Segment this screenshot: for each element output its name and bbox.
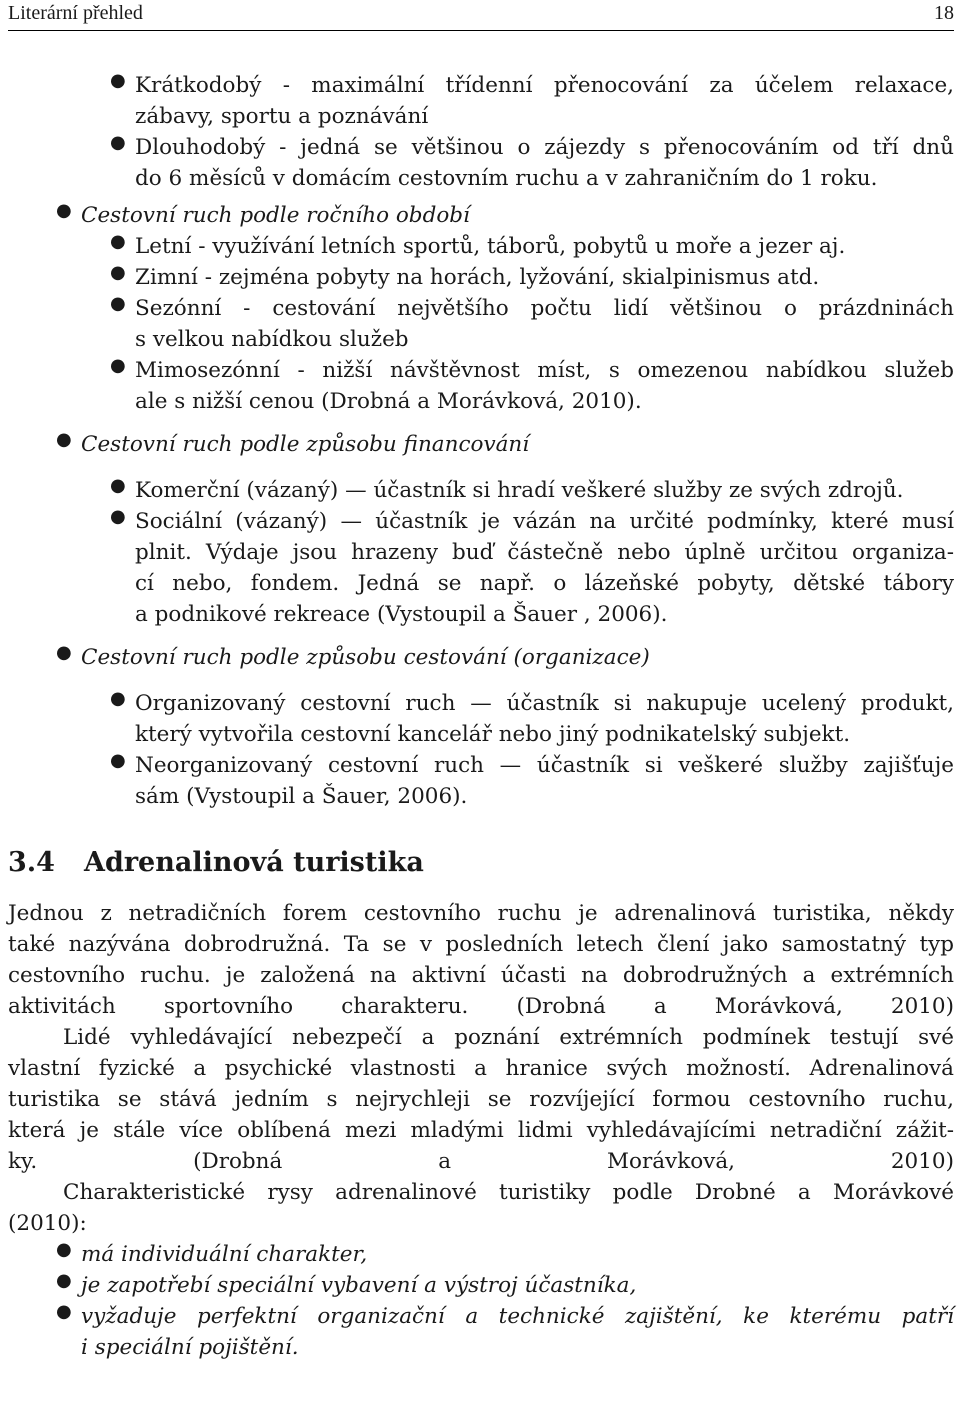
section-number: 3.4 — [8, 847, 55, 878]
section-title-season: ● Cestovní ruch podle ročního období — [56, 200, 470, 228]
list-item: ● Mimosezónní - nižší návštěvnost míst, s omezenou nabídkou služeb ale s nižší cenou (Drobná a Morávková, 2010). — [110, 355, 954, 414]
section-title: Adrenalinová turistika — [84, 847, 424, 878]
list-item: ● má individuální charakter, — [56, 1239, 368, 1267]
page-header — [8, 0, 954, 31]
section-title-organization: ● Cestovní ruch podle způsobu cestování (organizace) — [56, 642, 650, 670]
section-heading — [8, 846, 954, 880]
list-item: ● je zapotřebí speciální vybavení a výstroj účastníka, — [56, 1270, 637, 1298]
bullet-icon: ● — [110, 355, 126, 376]
list-item: ● Dlouhodobý - jedná se většinou o zájezdy s přenocováním od tří dnů do 6 měsíců v domácím cestovním ruchu a v zahraničním do 1 roku. — [110, 132, 954, 191]
list-item: ● Komerční (vázaný) — účastník si hradí veškeré služby ze svých zdrojů. — [110, 475, 904, 503]
paragraph: Jednou z netradičních forem cestovního ruchu je adrenalinová turistika, někdy také nazývána dobrodružná. Ta se v posledních letech člení jako samostatný typ cestovního ruchu. je založená na aktivní účasti na dobrodružných a extrémních aktivitách sportovního charakteru. (Drobná a Morávková, 2010) — [8, 901, 954, 1019]
bullet-icon: ● — [110, 506, 126, 527]
list-item: ● Sociální (vázaný) — účastník je vázán na určité podmínky, které musí plnit. Výdaje jsou hrazeny buď částečně nebo úplně určitou organiza- cí nebo, fondem. Jedná se např. o lázeňské pobyty, dětské tábory a podnikové rekreace (Vystoupil a Šauer , 2006). — [110, 506, 954, 627]
bullet-icon: ● — [56, 200, 72, 221]
bullet-icon: ● — [56, 1239, 72, 1260]
running-title: Literární přehled — [8, 2, 143, 24]
bullet-icon: ● — [110, 132, 126, 153]
page-number: 18 — [934, 2, 954, 24]
list-item: ● Neorganizovaný cestovní ruch — účastník si veškeré služby zajišťuje sám (Vystoupil a Šauer, 2006). — [110, 750, 954, 809]
list-item: ● Zimní - zejména pobyty na horách, lyžování, skialpinismus atd. — [110, 262, 820, 290]
list-item: ● Sezónní - cestování největšího počtu lidí většinou o prázdninách s velkou nabídkou služeb — [110, 293, 954, 352]
list-item: ● vyžaduje perfektní organizační a technické zajištění, ke kterému patří i speciální pojištění. — [56, 1301, 954, 1360]
paragraph: Charakteristické rysy adrenalinové turistiky podle Drobné a Morávkové (2010): — [8, 1180, 954, 1236]
bullet-icon: ● — [110, 293, 126, 314]
paragraph: Lidé vyhledávající nebezpečí a poznání extrémních podmínek testují své vlastní fyzické a psychické vlastnosti a hranice svých možností. Adrenalinová turistika se stává jedním s nejrychleji se rozvíjející formou cestovního ruchu, která je stále více oblíbená mezi mladými lidmi vyhledávajícími netradiční zážit- ky. (Drobná a Morávková, 2010) — [8, 1025, 954, 1174]
bullet-icon: ● — [56, 1270, 72, 1291]
page-content — [8, 70, 954, 1363]
bullet-icon: ● — [110, 262, 126, 283]
bullet-icon: ● — [110, 750, 126, 771]
bullet-icon: ● — [56, 429, 72, 450]
bullet-icon: ● — [110, 688, 126, 709]
bullet-icon: ● — [56, 642, 72, 663]
bullet-icon: ● — [110, 231, 126, 252]
list-item: ● Organizovaný cestovní ruch — účastník si nakupuje ucelený produkt, který vytvořila cestovní kancelář nebo jiný podnikatelský subjekt. — [110, 688, 954, 747]
bullet-icon: ● — [56, 1301, 72, 1322]
list-item: ● Letní - využívání letních sportů, táborů, pobytů u moře a jezer aj. — [110, 231, 846, 259]
list-item: ● Krátkodobý - maximální třídenní přenocování za účelem relaxace, zábavy, sportu a poznávání — [110, 70, 954, 129]
section-title-finance: ● Cestovní ruch podle způsobu financování — [56, 429, 530, 457]
bullet-icon: ● — [110, 475, 126, 496]
bullet-icon: ● — [110, 70, 126, 91]
